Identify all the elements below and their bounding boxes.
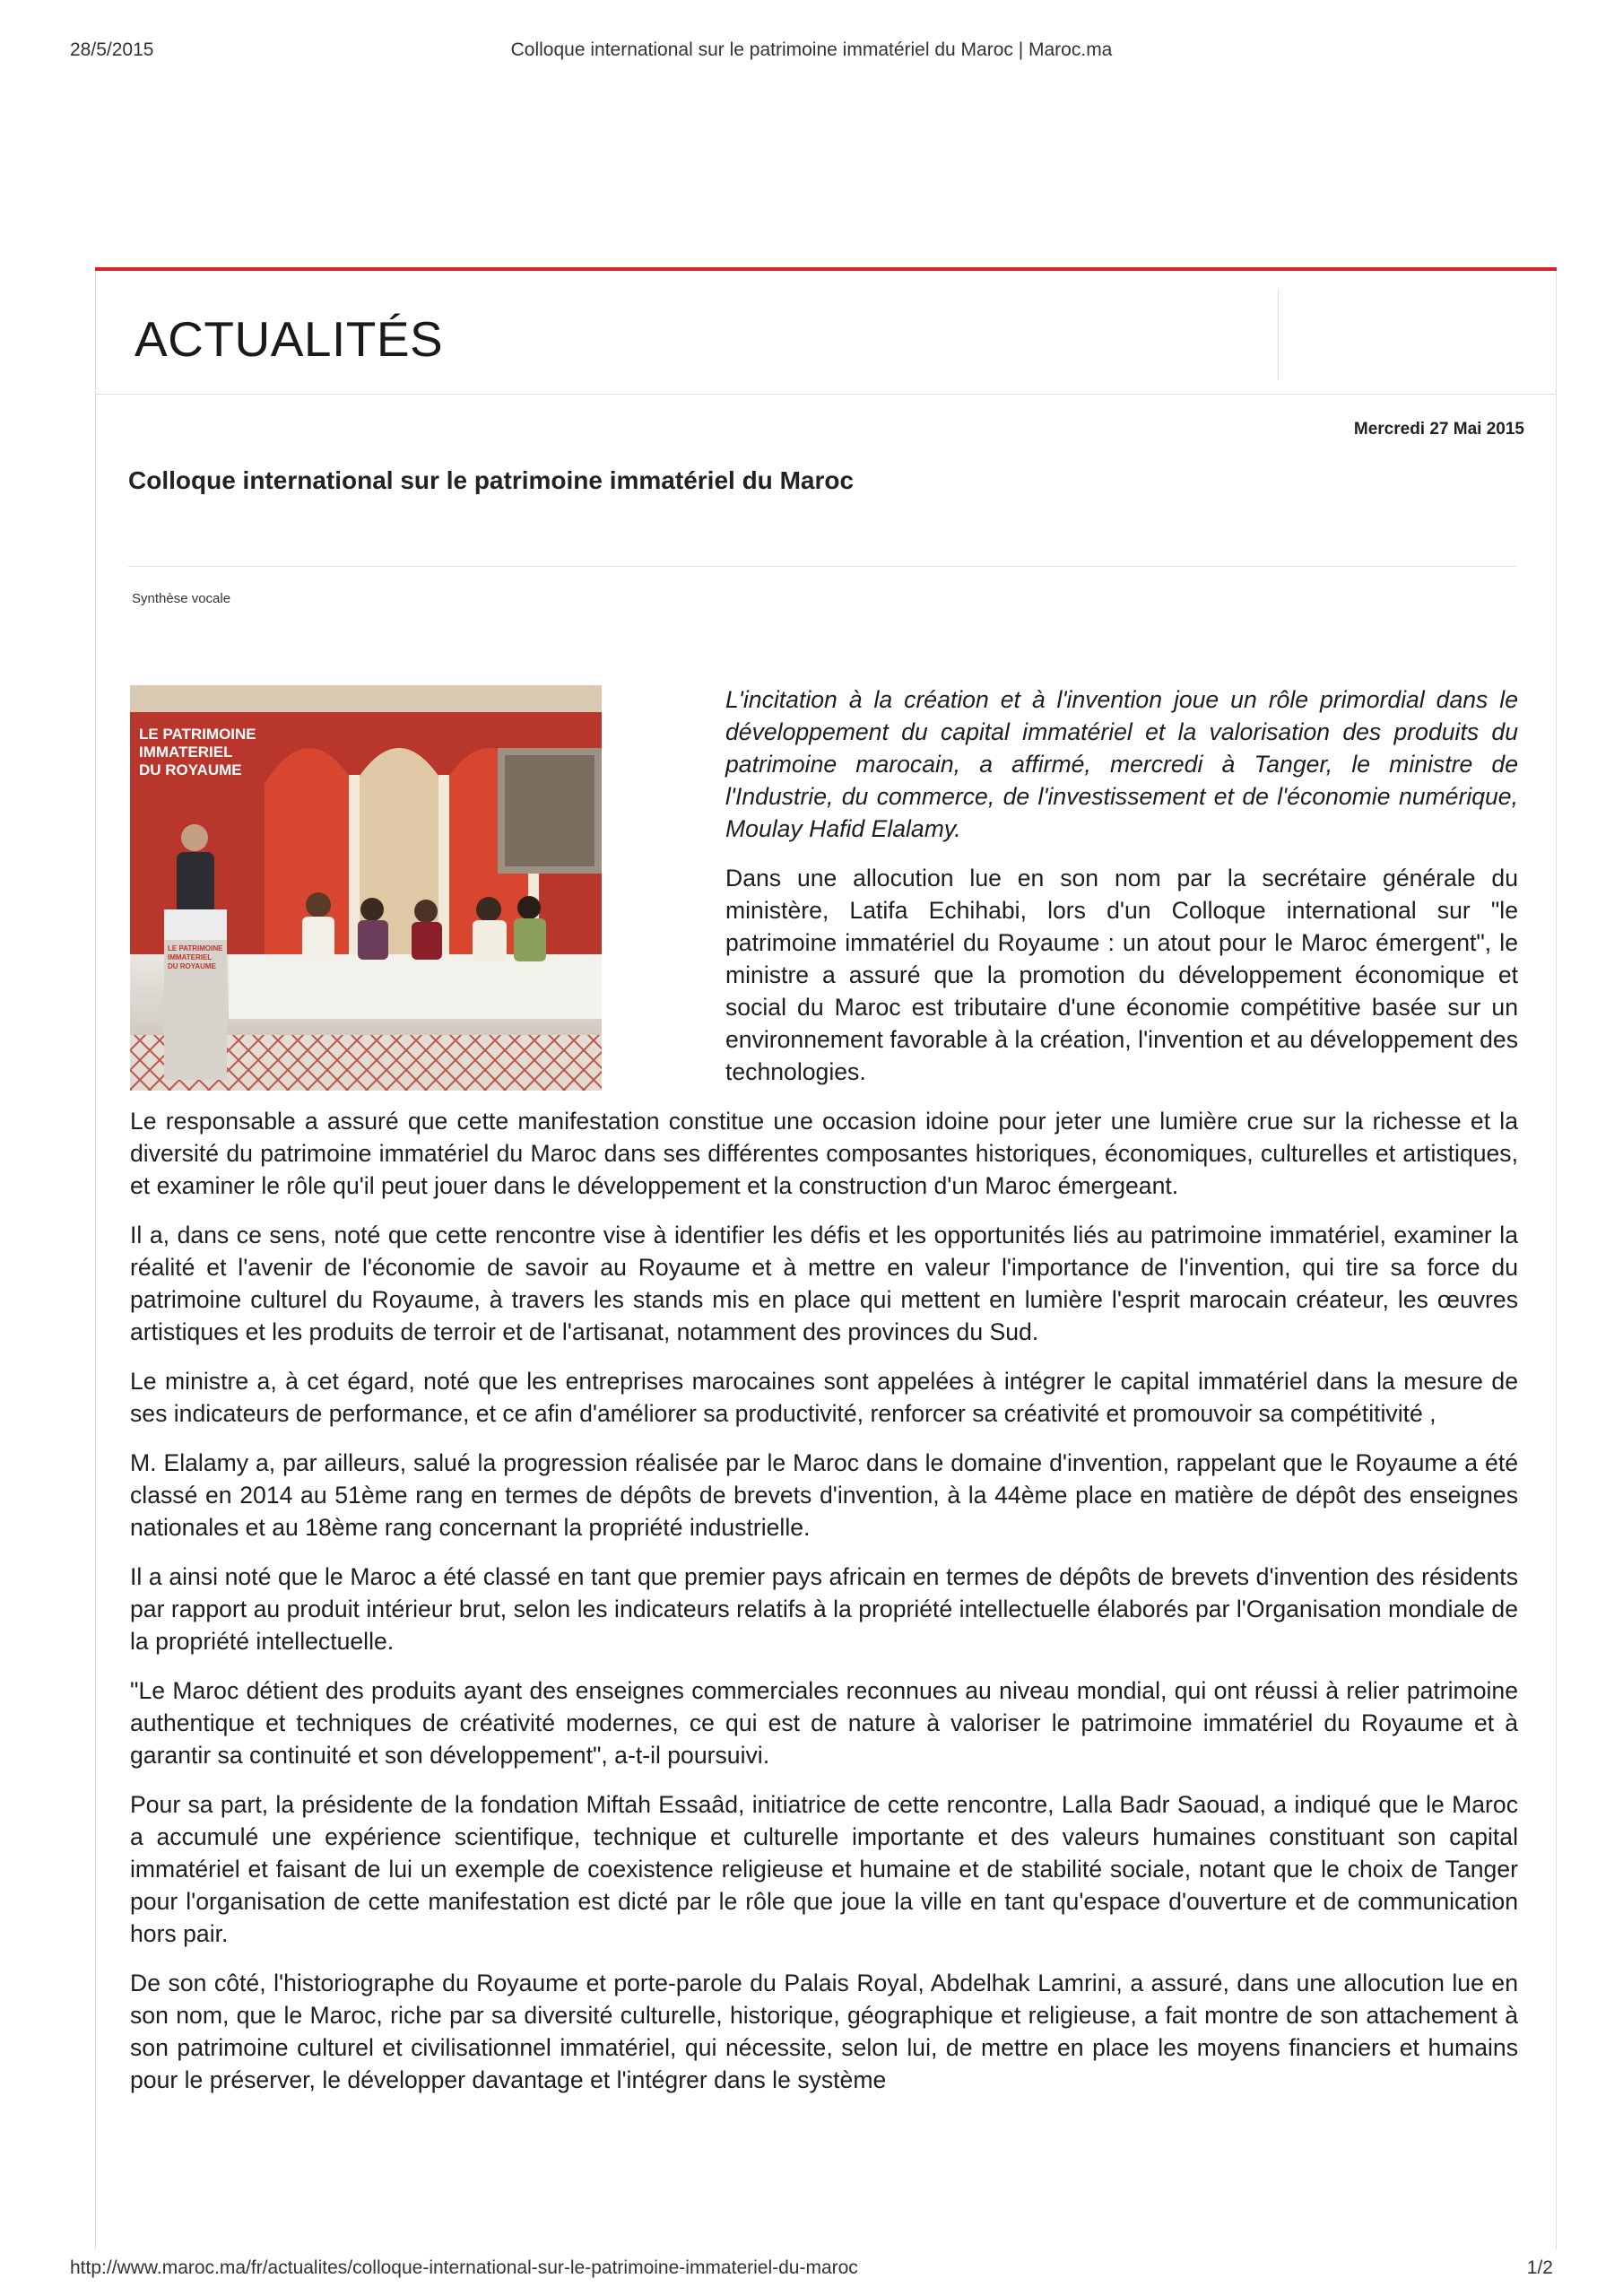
title-divider: [128, 566, 1516, 567]
article-paragraph: M. Elalamy a, par ailleurs, salué la progression réalisée par le Maroc dans le domaine d'invention, rappelant que le Royaume a été classé en 2014 au 51ème rang en termes de dépôts de brevets d'invention, à la 44ème place en matière de dépôt des enseignes nationales et au 18ème rang concernant la propriété industrielle.: [130, 1449, 1518, 1541]
photo-spacer: [130, 683, 725, 1091]
article-body: [130, 683, 1518, 2113]
page-url[interactable]: http://www.maroc.ma/fr/actualites/colloque-international-sur-le-patrimoine-immateriel-du-maroc: [70, 2257, 858, 2278]
podium-line-1: LE PATRIMOINE: [168, 944, 223, 952]
article-card: [95, 267, 1557, 2249]
article-paragraph: Pour sa part, la présidente de la fondation Miftah Essaâd, initiatrice de cette rencontre, Lalla Badr Saouad, a indiqué que le Maroc a accumulé une expérience scientifique, technique et culturelle importante et des valeurs humaines constituant son capital immatériel et faisant de lui un exemple de coexistence religieuse et humaine et de stabilité sociale, notant que le choix de Tanger pour l'organisation de cette manifestation est dicté par le rôle que joue la ville en tant qu'espace d'ouverture et de communication hors pair.: [130, 1791, 1518, 1947]
banner-line-1: LE PATRIMOINE: [139, 726, 256, 743]
podium-line-2: IMMATERIEL: [168, 953, 213, 961]
speech-synthesis-link[interactable]: Synthèse vocale: [132, 591, 231, 606]
podium-line-3: DU ROYAUME: [168, 962, 216, 970]
article-paragraph: Il a ainsi noté que le Maroc a été classé en tant que premier pays africain en termes de dépôts de brevets d'invention des résidents par rapport au produit intérieur brut, selon les indicateurs relatifs à la propriété intellectuelle élaborés par l'Organisation mondiale de la propriété intellectuelle.: [130, 1563, 1518, 1655]
article-paragraph: Le ministre a, à cet égard, noté que les entreprises marocaines sont appelées à intégrer le capital immatériel dans la mesure de ses indicateurs de performance, et ce afin d'améliorer sa productivité, renforcer sa créativité et promouvoir sa compétitivité ,: [130, 1368, 1518, 1427]
banner-line-2: IMMATERIEL: [139, 744, 233, 761]
publication-date: Mercredi 27 Mai 2015: [1353, 420, 1524, 439]
print-page-title: Colloque international sur le patrimoine immatériel du Maroc | Maroc.ma: [510, 39, 1113, 60]
page-number: 1/2: [1526, 2257, 1553, 2278]
article-lead: L'incitation à la création et à l'invention joue un rôle primordial dans le développement du capital immatériel et la valorisation des produits du patrimoine marocain, a affirmé, mercredi à Tanger, le ministre de l'Industrie, du commerce, de l'investissement et de l'économie numérique, Moulay Hafid Elalamy.: [725, 686, 1518, 842]
article-paragraph: Il a, dans ce sens, noté que cette rencontre vise à identifier les défis et les opportunités liés au patrimoine immatériel, examiner la réalité et l'avenir de l'économie de savoir au Royaume et à mettre en valeur l'importance de l'invention, qui tire sa force du patrimoine culturel du Royaume, à travers les stands mis en place qui mettent en lumière l'esprit marocain créateur, les œuvres artistiques et les produits de terroir et de l'artisanat, notamment des provinces du Sud.: [130, 1222, 1518, 1345]
print-date: 28/5/2015: [70, 39, 154, 60]
article-paragraph: De son côté, l'historiographe du Royaume et porte-parole du Palais Royal, Abdelhak Lamrini, a assuré, dans une allocution lue en son nom, que le Maroc, riche par sa diversité culturelle, historique, géographique et religieuse, a fait montre de son attachement à son patrimoine culturel et civilisationnel immatériel, qui nécessite, selon lui, de mettre en place les moyens financiers et humains pour le préserver, le développer davantage et l'intégrer dans le système: [130, 1970, 1518, 2093]
section-title: ACTUALITÉS: [135, 311, 444, 367]
header-divider: [1278, 291, 1279, 380]
article-paragraph: "Le Maroc détient des produits ayant des enseignes commerciales reconnues au niveau mondial, qui ont réussi à relier patrimoine authentique et techniques de créativité modernes, ce qui est de nature à valoriser le patrimoine immatériel du Royaume et à garantir sa continuité et son développement", a-t-il poursuivi.: [130, 1677, 1518, 1769]
article-paragraph: Dans une allocution lue en son nom par la secrétaire générale du ministère, Latifa Echihabi, lors d'un Colloque international sur "le patrimoine immatériel du Royaume : un atout pour le Maroc émergent", le ministre a assuré que la promotion du développement économique et social du Maroc est tributaire d'une économie compétitive basée sur un environnement favorable à la création, l'invention et au développement des technologies.: [725, 865, 1518, 1085]
article-title: Colloque international sur le patrimoine immatériel du Maroc: [128, 466, 855, 494]
article-paragraph: Le responsable a assuré que cette manifestation constitue une occasion idoine pour jeter une lumière crue sur la richesse et la diversité du patrimoine immatériel du Maroc dans ses différentes composantes historiques, économiques, culturelles et artistiques, et examiner le rôle qu'il peut jouer dans le développement et la construction d'un Maroc émergeant.: [130, 1108, 1518, 1199]
banner-line-3: DU ROYAUME: [139, 761, 242, 778]
section-header: [96, 271, 1556, 395]
accent-top-border: [95, 267, 1557, 271]
